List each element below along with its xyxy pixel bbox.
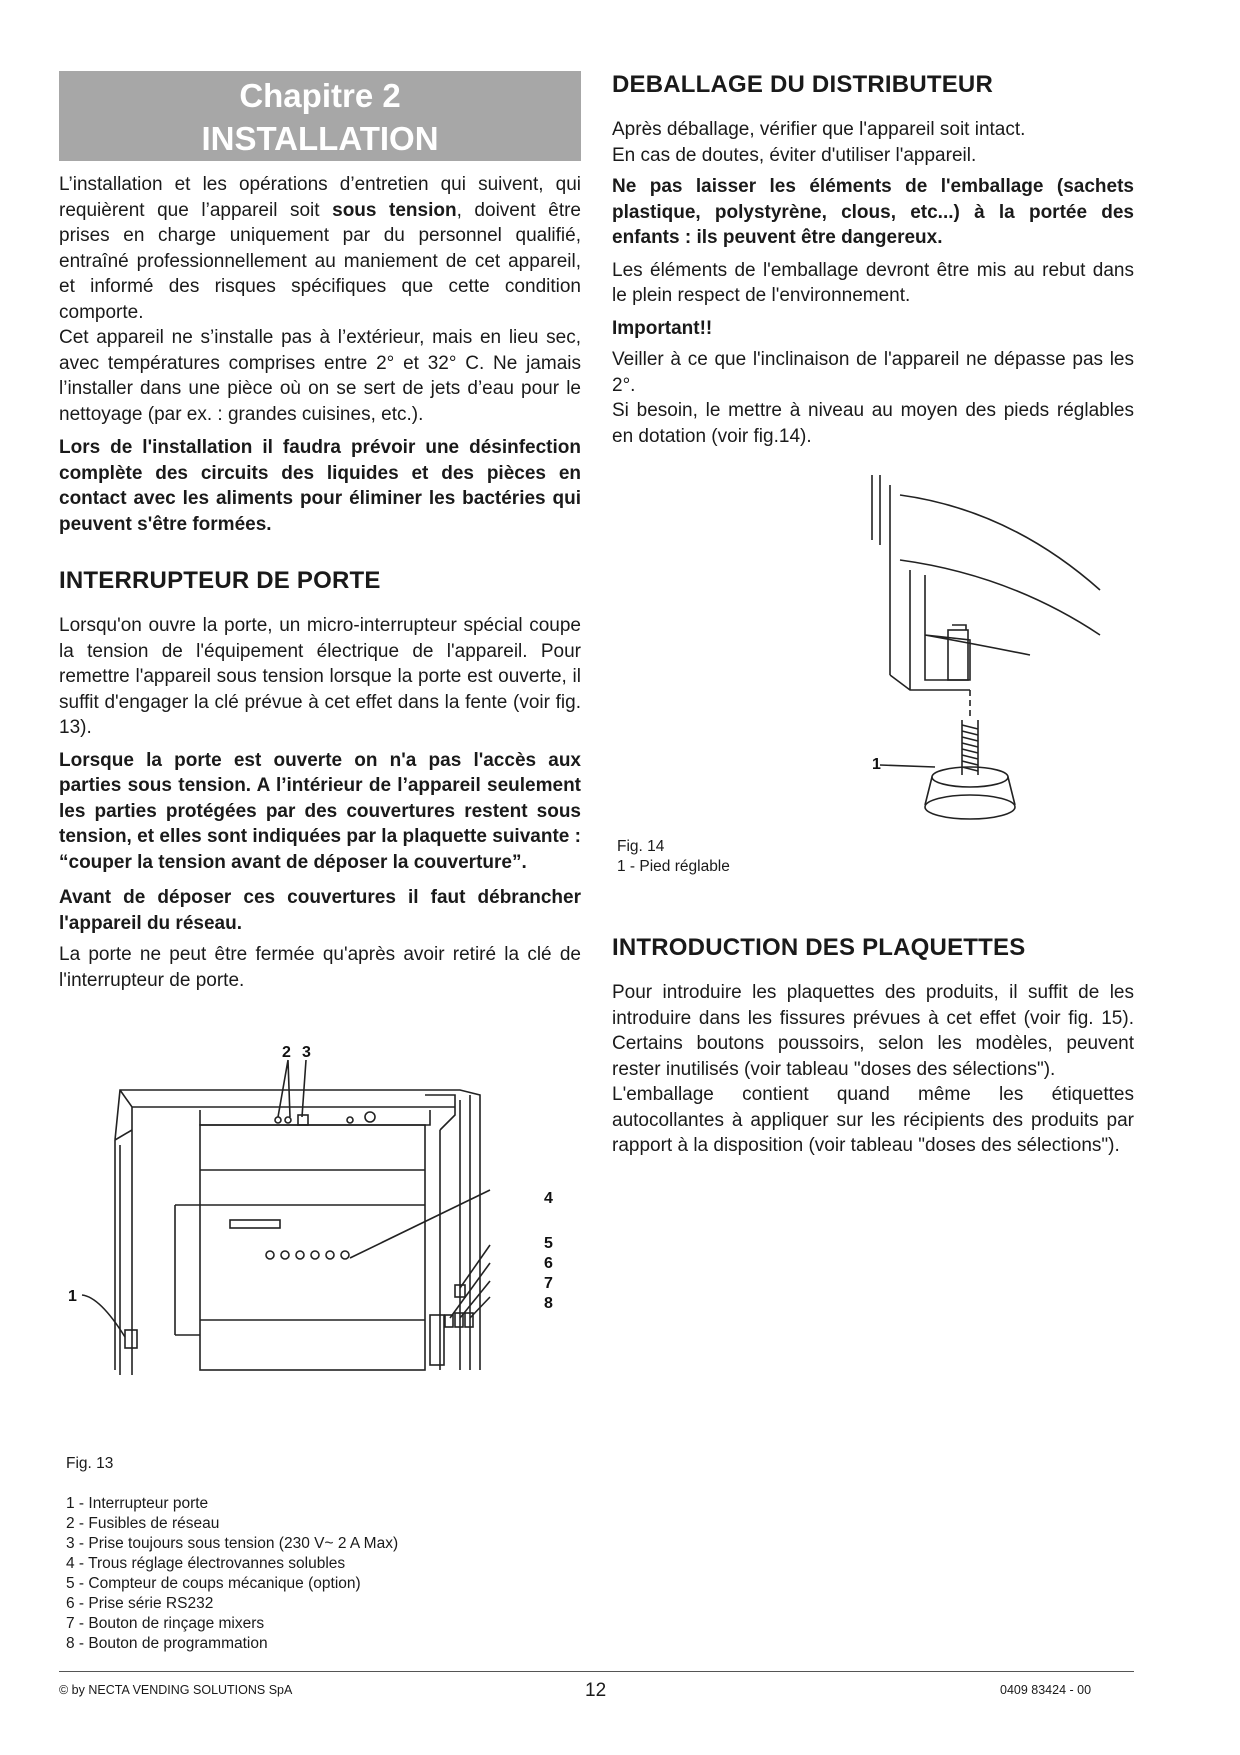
- document-code: 0409 83424 - 00: [1000, 1683, 1092, 1697]
- right-column: [612, 71, 1134, 449]
- fig13-legend-item: 6 - Prise série RS232: [66, 1595, 214, 1612]
- plates-paragraph-2: L'emballage contient quand même les étiquettes autocollantes à appliquer sur les récipients des produits par rapport à la disposition (voir tableau "doses des sélections").: [612, 1084, 1134, 1156]
- plates-section: [612, 934, 1134, 1159]
- fig14-caption-block: [617, 837, 917, 877]
- fig13-drawing: [60, 1035, 580, 1420]
- door-warning-2: Avant de déposer ces couvertures il faut débrancher l'appareil du réseau.: [59, 887, 581, 934]
- fig13-callout-2: 2: [282, 1044, 291, 1061]
- chapter-number: Chapitre 2: [239, 77, 401, 114]
- plates-paragraph-1: Pour introduire les plaquettes des produits, il suffit de les introduire dans les fissures prévues à cet effet (voir fig. 15). Certains boutons poussoirs, selon les modèles, peuvent rester inutilisés (voir tableau "doses des sélections").: [612, 982, 1134, 1080]
- unpack-line-1: Après déballage, vérifier que l'appareil soit intact.: [612, 119, 1026, 140]
- fig13-caption-block: [66, 1454, 566, 1654]
- fig13-legend-item: 7 - Bouton de rinçage mixers: [66, 1615, 265, 1632]
- fig13-legend-item: 3 - Prise toujours sous tension (230 V~ 2 A Max): [66, 1535, 399, 1552]
- fig14-callout-1: 1: [872, 756, 881, 773]
- fig13-legend-item: 1 - Interrupteur porte: [66, 1495, 209, 1512]
- unpack-warning: Ne pas laisser les éléments de l'emballage (sachets plastique, polystyrène, clous, etc...) à la portée des enfants : ils peuvent être dangereux.: [612, 176, 1134, 248]
- disinfection-warning: Lors de l'installation il faudra prévoir une désinfection complète des circuits des liquides et des pièces en contact avec les aliments pour éliminer les bactéries qui peuvent s'être formées.: [59, 437, 581, 535]
- leveling-paragraph: Si besoin, le mettre à niveau au moyen des pieds réglables en dotation (voir fig.14).: [612, 400, 1134, 447]
- unpack-line-2: En cas de doutes, éviter d'utiliser l'appareil.: [612, 144, 977, 166]
- page-number: 12: [585, 1680, 607, 1701]
- door-paragraph-1: Lorsqu'on ouvre la porte, un micro-interrupteur spécial coupe la tension de l'équipement électrique de l'appareil. Pour remettre l'appareil sous tension lorsque la porte est ouverte, il suffit d'engager la clé prévue à cet effet dans la fente (voir fig. 13).: [59, 615, 581, 738]
- fig13-caption: Fig. 13: [66, 1455, 114, 1472]
- chapter-banner: [59, 71, 581, 161]
- door-warning-1: Lorsque la porte est ouverte on n'a pas l'accès aux parties sous tension. A l’intérieur de l’appareil seulement les parties protégées par des couvertures restent sous tension, et elles sont indiquées par la plaquette suivante : “couper la tension avant de déposer la couverture”.: [59, 749, 581, 873]
- plates-heading: INTRODUCTION DES PLAQUETTES: [612, 934, 1026, 961]
- fig14-legend-item: 1 - Pied réglable: [617, 858, 730, 875]
- intro-paragraph-2: Cet appareil ne s’installe pas à l’extérieur, mais en lieu sec, avec températures comprises entre 2° et 32° C. Ne jamais l’installer dans une pièce où on se sert de jets d’eau pour le nettoyage (par ex. : grandes cuisines, etc.).: [59, 327, 581, 425]
- fig13-callout-3: 3: [302, 1044, 311, 1061]
- unpack-disposal: Les éléments de l'emballage devront être mis au rebut dans le plein respect de l'environnement.: [612, 259, 1134, 306]
- unpacking-heading: DEBALLAGE DU DISTRIBUTEUR: [612, 71, 993, 98]
- fig14-caption: Fig. 14: [617, 838, 665, 855]
- fig13-legend-item: 5 - Compteur de coups mécanique (option): [66, 1575, 361, 1592]
- fig13-legend-item: 2 - Fusibles de réseau: [66, 1515, 220, 1532]
- footer-copyright: © by NECTA VENDING SOLUTIONS SpA: [59, 1683, 293, 1697]
- fig13-callout-6: 6: [544, 1255, 553, 1272]
- intro-paragraph-1: L’installation et les opérations d’entretien qui suivent, qui requièrent que l’appareil soit sous tension, doivent être prises en charge uniquement par du personnel qualifié, entraîné professionnellement au maniement de cet appareil, et informé des risques spécifiques que cette condition comporte.: [59, 174, 581, 323]
- fig13-callout-7: 7: [544, 1275, 553, 1292]
- door-switch-heading: INTERRUPTEUR DE PORTE: [59, 567, 381, 594]
- fig13-callout-8: 8: [544, 1295, 553, 1312]
- door-paragraph-2: La porte ne peut être fermée qu'après avoir retiré la clé de l'interrupteur de porte.: [59, 944, 581, 991]
- fig14-drawing: [870, 475, 1120, 835]
- fig13-callout-1: 1: [68, 1288, 77, 1305]
- fig13-callout-5: 5: [544, 1235, 553, 1252]
- important-label: Important!!: [612, 317, 713, 339]
- fig13-callout-4: 4: [544, 1190, 553, 1207]
- fig13-legend: [66, 1494, 566, 1654]
- chapter-title: INSTALLATION: [201, 120, 439, 157]
- footer-divider: [59, 1671, 1134, 1672]
- fig13-legend-item: 4 - Trous réglage électrovannes solubles: [66, 1555, 346, 1572]
- fig13-legend-item: 8 - Bouton de programmation: [66, 1635, 268, 1652]
- tilt-paragraph: Veiller à ce que l'inclinaison de l'appareil ne dépasse pas les 2°.: [612, 349, 1134, 396]
- left-column: [59, 71, 581, 993]
